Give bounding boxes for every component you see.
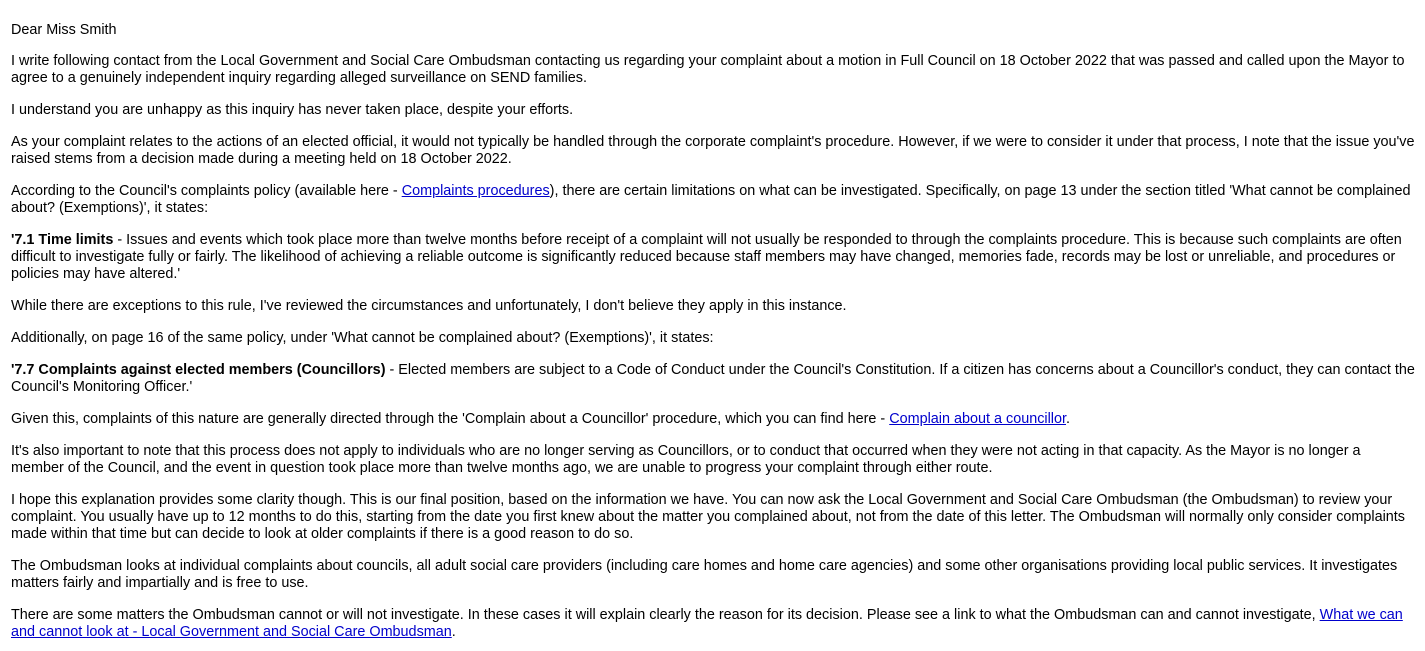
ombudsman-text-after: . (451, 624, 456, 640)
elected-members-heading: '7.7 Complaints against elected members (Councillors) (11, 362, 386, 378)
paragraph-time-limits (11, 232, 1417, 283)
greeting: Dear Miss Smith (11, 22, 117, 38)
time-limits-text: - Issues and events which took place more than twelve months before receipt of a complaint will not usually be responded to through the complaints procedure. This is because such complaints are often difficult to investigate fully or fairly. The likelihood of achieving a reliable outcome is significantly reduced because staff members may have changed, memories fade, records may be lost or unreliable, and procedures or policies may have altered.' (11, 232, 1402, 282)
paragraph-inquiry: I understand you are unhappy as this inquiry has never taken place, despite your efforts. (11, 102, 574, 118)
time-limits-heading: '7.1 Time limits (11, 232, 114, 248)
paragraph-ombudsman-role: The Ombudsman looks at individual complaints about councils, all adult social care providers (including care homes and home care agencies) and some other organisations providing local public services. It investigates matters fairly and impartially and is free to use. (11, 558, 1398, 591)
elected-members-text: - Elected members are subject to a Code of Conduct under the Council's Constitution. If a citizen has concerns about a Councillor's conduct, they can contact the Council's Monitoring Officer.' (11, 362, 1415, 395)
policy-text-after: ), there are certain limitations on what can be investigated. Specifically, on page 13 under the section titled 'What cannot be complained about? (Exemptions)', it states: (11, 183, 1411, 216)
complain-about-councillor-link[interactable]: Complain about a councillor (889, 411, 1067, 427)
paragraph-elected-members (11, 362, 1417, 396)
what-we-can-look-at-link[interactable]: What we can and cannot look at - Local Government and Social Care Ombudsman (11, 607, 1403, 640)
ombudsman-text-before: There are some matters the Ombudsman cannot or will not investigate. In these cases it will explain clearly the reason for its decision. Please see a link to what the Ombudsman can and cannot investigate, (11, 607, 1320, 623)
complaints-procedures-link[interactable]: Complaints procedures (401, 183, 550, 199)
policy-text-before: According to the Council's complaints policy (available here - (11, 183, 402, 199)
paragraph-page-16: Additionally, on page 16 of the same policy, under 'What cannot be complained about? (Exemptions)', it states: (11, 330, 714, 346)
councillor-text-before: Given this, complaints of this nature are generally directed through the 'Complain about a Councillor' procedure, which you can find here - (11, 411, 890, 427)
paragraph-intro: I write following contact from the Local Government and Social Care Ombudsman contacting us regarding your complaint about a motion in Full Council on 18 October 2022 that was passed and called upon the Mayor to agree to a genuinely independent inquiry regarding alleged surveillance on SEND families. (11, 53, 1405, 86)
paragraph-exceptions: While there are exceptions to this rule, I've reviewed the circumstances and unfortunately, I don't believe they apply in this instance. (11, 298, 847, 314)
paragraph-process-scope: It's also important to note that this process does not apply to individuals who are no longer serving as Councillors, or to conduct that occurred when they were not acting in that capacity. As the Mayor is no longer a member of the Council, and the event in question took place more than twelve months ago, we are unable to progress your complaint through either route. (11, 443, 1361, 476)
paragraph-complaints-policy (11, 183, 1417, 217)
paragraph-ombudsman-limits (11, 607, 1417, 641)
paragraph-councillor-procedure (11, 411, 1417, 428)
paragraph-final-position: I hope this explanation provides some clarity though. This is our final position, based on the information we have. You can now ask the Local Government and Social Care Ombudsman (the Ombudsman) to review your complaint. You usually have up to 12 months to do this, starting from the date you first knew about the matter you complained about, not from the date of this letter. The Ombudsman will normally only consider complaints made within that time but can decide to look at older complaints if there is a good reason to do so. (11, 492, 1405, 542)
councillor-text-after: . (1066, 411, 1071, 427)
paragraph-elected-official: As your complaint relates to the actions of an elected official, it would not typically be handled through the corporate complaint's procedure. However, if we were to consider it under that process, I note that the issue you've raised stems from a decision made during a meeting held on 18 October 2022. (11, 134, 1415, 167)
